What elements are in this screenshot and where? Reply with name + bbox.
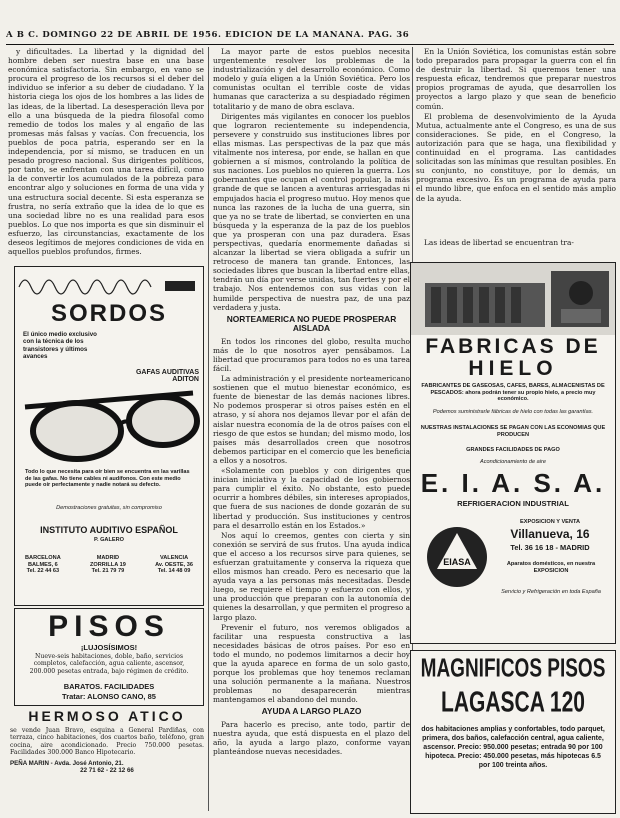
ad-body: Todo lo que necesita para oír bien se encuentra en las varillas de las gafas. No tiene cables ni audífonos. Con este medio puede oír perfectamente y nadie notará su defecto.	[25, 469, 190, 489]
ad-body: dos habitaciones amplias y confortables, todo parquet, primera, dos baños, calefacción central, agua caliente, ascensor. Precio: 950.000 pesetas; entrada 90 por 100 hipoteca. Precio: 450.000 pesetas, más hipotecas 6.5 por 100 treinta años.	[421, 726, 605, 769]
ad-institute: INSTITUTO AUDITIVO ESPAÑOL	[40, 525, 178, 535]
article-column-1	[8, 47, 204, 267]
ad-expo-phone: Tel. 36 16 18 - MADRID	[510, 543, 590, 552]
ad-product: GAFAS AUDITIVAS ADITON	[135, 369, 199, 383]
ad-branches	[15, 555, 203, 575]
ad-expo-street: Villanueva, 16	[510, 527, 590, 541]
ad-services: FABRICANTES DE GASEOSAS, CAFES, BARES, ALMACENISTAS DE PESCADOS: ahora podrán tener su propio hielo, a precio muy económico.	[421, 383, 605, 403]
ad-body: se vende Juan Bravo, esquina a General Pardiñas, con terraza, cinco habitaciones, dos cuartos baño, teléfono, gran cocina, aire acondicionado. Precio 750.000 pesetas. Facilidades 300.000 Banco Hipotecario.	[10, 727, 204, 757]
ad-footer: BARATOS. FACILIDADES	[63, 682, 155, 691]
ad-department: REFRIGERACION INDUSTRIAL	[457, 499, 569, 508]
article-paragraph: y dificultades. La libertad y la dignidad del hombre deben ser nuestra base en una base económica satisfactoria. Sin embargo, en vano se procura el progreso de los recursos si el deber del individuo se inferior a su deber de ciudadano. Y la historia ciega los ojos de los hombres a las lides de las ideas, de la libertad. La desesperación lleva por ello a una búsqueda de la piedra filosofal como remedio de todos los males y al engaño de las promesas más falsas y vacías. Con frecuencia, los pueblos de poca patria, esperando ser en la independencia, por sí mismo, se traducen en un pesado progreso nacional. Sus dirigentes políticos, por tanto, se enfrentan con una tarea difícil, como la de convertir los acumulados de la pobreza para encontrar algo y soluciones en forma de una vida y una estructura social decente. Si esta esperanza se frustra, no sería extraño que la idea de lo que es una sociedad libre no es una realidad para esos pueblos. Lo que nos importa es que sin disminuir el esfuerzo, las circunstancias, exactamente de los deseos legítimos de mejores condiciones de vida en aquellos pueblos profundos, firmes.	[8, 47, 204, 257]
ad-sordos	[14, 266, 204, 606]
article-paragraph: En todos los rincones del globo, resulta mucho más de lo que nosotros ayer pensábamos. La libertad que procuramos para todos no es una tarea fácil.	[213, 336, 410, 373]
column-divider-1	[208, 47, 209, 811]
branch: MADRID ZORRILLA 19 Tel. 21 79 79	[89, 555, 126, 575]
ad-address: Tratar: ALONSO CANO, 85	[62, 692, 156, 701]
eiasa-logo-icon	[421, 519, 493, 615]
ad-products: Aparatos domésticos, en nuestra EXPOSICION	[506, 561, 596, 574]
ad-subtitle: ¡LUJOSÍSIMOS!	[80, 643, 138, 652]
ad-title-line1: FABRICAS DE	[425, 335, 601, 358]
sound-wave-icon	[15, 269, 203, 303]
article-subheading: AYUDA A LARGO PLAZO	[261, 706, 362, 717]
ad-fridges: Servicio y Refrigeración en toda España	[501, 589, 601, 595]
header-rule	[6, 44, 614, 45]
ad-title: PISOS	[48, 610, 170, 643]
branch: BARCELONA BALMES, 6 Tel. 22 44 63	[25, 555, 61, 575]
article-paragraph: La administración y el presidente norteamericano sostienen que el mutuo bienestar económico, es fuente de bienestar de las demás naciones libres. No podemos prosperar si otros países estén en el atraso, y sí ahora nos dejamos llevar por el afán de aislar nuestra economía de la de otros países con el riesgo de que estos se hundan; del mismo modo, los países más desarrollados creen que nosotros debemos participar en el comercio que les beneficia a ellos y a nosotros.	[213, 374, 410, 465]
article-paragraph: El problema de desenvolvimiento de la Ayuda Mutua, actualmente ante el Congreso, es una de sus consideraciones. Se pide, en el Congreso, la autorización para que se haga, una flexibilidad y continuidad en el programa. Las cantidades solicitadas son las mínimas que resultan posibles. En su conjunto, no constituye, por lo demás, un programa excesivo. Es un programa de ayuda para el mundo libre, que enfoca en el sentido más amplio de la ayuda.	[416, 111, 616, 203]
article-paragraph: Para hacerlo es preciso, ante todo, partir de nuestra ayuda, que está dispuesta en el plazo del año, la ayuda a largo plazo, conforme vayan planteándose nuevas necesidades.	[213, 719, 410, 757]
ad-phones: 22 71 62 - 22 12 66	[80, 767, 134, 775]
ad-body: Nueve-seis habitaciones, doble, baño, servicios completos, calefacción, agua caliente, ascensor, 200.000 pesetas entrada, bajo régimen de crédito.	[29, 653, 189, 675]
article-paragraph: Nos aquí lo creemos, gentes con cierta y sin conexión se servirá de sus frutos. Una ayuda indica que el acceso a los recursos sirve para quienes, se esfuerzan gratuitamente y conserva la riqueza que ellos mismos han creado. Pero es necesario que la ayuda vaya a las personas más necesitadas. Desde luego, se requiere el tiempo y esfuerzo con ellos, y una producción que preparan con la autonomía de quienes la desarrollan, y que permiten el progreso a largo plazo.	[213, 530, 410, 622]
ad-title: HERMOSO ATICO	[28, 708, 186, 724]
article-paragraph: La mayor parte de estos pueblos necesita urgentemente resolver los problemas de la industrialización y del desarrollo económico. Como modelo y guía eligen a la Unión Soviética. Pero los comunistas ocultan el terrible coste de vidas humanas que caracteriza a su despiadado régimen totalitario y de mano de obra esclava.	[213, 47, 410, 111]
ad-lagasca	[410, 650, 616, 814]
article-paragraph: Dirigentes más vigilantes en conocer los pueblos que lograron recientemente su independencia, persevere y construido sus instituciones libres por ellas mismas. Las perspectivas de la paz que más vitalmente nos interesa, por ende, se hallan en que gobiernen a sí mismos, controlando la política de sus naciones. Los pueblos no quieren la guerra. Los gobernantes que ocupan el control popular, la más grande de que se lancen a aventuras arriesgadas ni empujados hacia el progreso mutuo. Hoy menos que nunca las razones de la lucha de una guerra, sin que ya no se trate de libertad, se convierten en una búsqueda y la esperanza de la paz de los pueblos que ya prosperan con una paz duradera. Esas perspectivas, quedaría enormemente dañadas si alcanzar la libertad se viera obligada a sufrir un retroceso de manera tan grande. Entonces, las sociedades libres que buscan la libertad entre ellas, tendrán un día por verse unidas, tan fuertes y por el trabajo. Nos entendemos con sus vidas con la humilde perspectiva de nuestra paz, de una paz verdadera y justa.	[213, 111, 410, 312]
ad-institute-sub: P. GALERO	[93, 537, 125, 543]
ad-facilities: GRANDES FACILIDADES DE PAGO	[466, 447, 560, 453]
article-subheading: NORTEAMERICA NO PUEDE PROSPERAR AISLADA	[226, 313, 397, 334]
ad-demo: Demostraciones gratuitas, sin compromiso	[56, 505, 162, 511]
ad-atico	[10, 708, 204, 812]
article-column-2	[213, 47, 410, 811]
ad-subtitle: LAGASCA 120	[441, 687, 585, 719]
glasses-icon	[15, 385, 203, 465]
ad-contact: PEÑA MARIN - Avda. José Antonio, 21.	[10, 759, 124, 767]
article-column-3	[416, 47, 616, 247]
article-paragraph: «Solamente con pueblos y con dirigentes que inician iniciativa y la capacidad de los gobiernos para cumplir el éxito. No obstante, esto puede ocurrir a hombres débiles, sin intereses apropiados, que fuera de sus naciones de donde gozarán de su libertad y producción. Sus instituciones y centros para el desarrollo están en los Estados.»	[213, 466, 410, 530]
ad-title-line2: HIELO	[468, 357, 558, 380]
ad-title: SORDOS	[50, 300, 167, 327]
article-paragraph: En la Unión Soviética, los comunistas están sobre todo preparados para propagar la guerra con el fin de destruir la libertad. Si queremos tener una respuesta eficaz, tendremos que preparar nuestros propios programas de ayuda, que desarrollen los proyectos a largo plazo y que sean de beneficio común.	[416, 47, 616, 111]
ad-conditioning: Acondicionamiento de aire	[480, 459, 546, 465]
article-paragraph: Prevenir el futuro, nos veremos obligados a facilitar una respuesta constructiva a las necesidades básicas de otros países. Por eso en todo el mundo, no podemos limitarnos a decir hoy que la ayuda aparece en forma de un solo gasto, porque los problemas que hoy tenemos reclaman una solución permanente a la mañana. Nuestros problemas no desaparecerán mientras mantengamos el abandono del mundo.	[213, 622, 410, 705]
ad-offer: Podemos suministrarle fábricas de hielo con todas las garantías.	[432, 409, 594, 415]
ad-expo-label: EXPOSICION Y VENTA	[520, 519, 580, 525]
article-last-line	[416, 238, 616, 258]
page-header: A B C. DOMINGO 22 DE ABRIL DE 1956. EDICION DE LA MAÑANA. PAG. 36	[6, 30, 410, 40]
ad-installations: NUESTRAS INSTALACIONES SE PAGAN CON LAS ECONOMIAS QUE PRODUCEN	[420, 425, 606, 438]
ad-title: MAGNIFICOS PISOS	[420, 655, 606, 684]
branch: VALENCIA Av. OESTE, 36 Tel. 14 48 09	[155, 555, 193, 575]
ice-machine-illustration	[411, 263, 615, 335]
ad-brand: E. I. A. S. A.	[420, 468, 606, 498]
eiasa-logo-text: EIASA	[443, 557, 471, 567]
ad-lead: El único medio exclusivo con la técnica de los transistores y últimos avances	[23, 331, 97, 361]
article-paragraph: Las ideas de libertad se encuentran tra-	[424, 238, 574, 247]
ad-hielo	[410, 262, 616, 644]
ad-pisos	[14, 608, 204, 706]
